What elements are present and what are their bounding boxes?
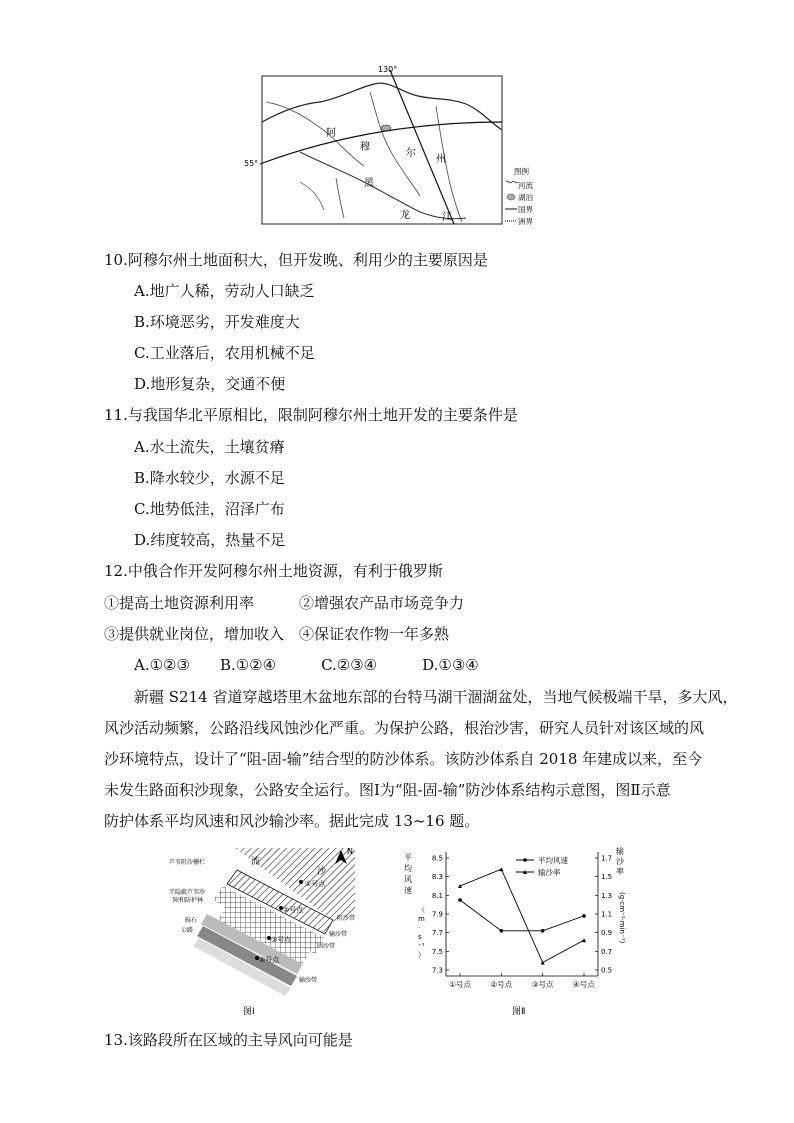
question-11-option-a: A.水土流失，土壤贫瘠: [134, 438, 285, 456]
question-10-option-c: C.工业落后，农用机械不足: [134, 344, 315, 362]
y-left-tick-label: 8.5: [431, 854, 443, 863]
y-left-tick-label: 8.3: [431, 873, 443, 882]
y-left-label-char: 均: [404, 864, 412, 873]
passage-line: 防护体系平均风速和风沙输沙率。据此完成 13~16 题。: [104, 812, 480, 830]
question-12-statements-2: ③提供就业岗位，增加收入 ④保证农作物一年多熟: [104, 625, 450, 643]
passage: [104, 682, 738, 837]
y-right-label-char: 输: [616, 847, 624, 856]
label-transport-belt-2: 输沙带: [299, 977, 318, 984]
series-point-wind: [458, 898, 462, 902]
label-point-1: ①号点: [305, 880, 326, 888]
region-char: 尔: [406, 148, 416, 159]
question-10-option-b: B.环境恶劣，开发难度大: [134, 313, 300, 331]
series-point-wind: [500, 929, 504, 933]
legend-item: 河流: [518, 181, 533, 190]
y-right-tick-label: 1.3: [601, 891, 613, 900]
x-tick-label: ③号点: [531, 980, 554, 989]
y-right-tick-label: 1.7: [601, 854, 613, 863]
label-point-3: ③号点: [271, 936, 292, 944]
series-point-sand: [541, 961, 545, 965]
legend-lake-icon: [507, 194, 515, 200]
series-line-2: [460, 869, 584, 962]
x-tick-label: ②号点: [490, 980, 513, 989]
y-right-tick-label: 1.1: [601, 910, 613, 919]
x-tick-label: ①号点: [449, 980, 471, 989]
label-reed-fence: 芦苇阻沙栅栏: [169, 859, 206, 866]
y-right-tick-label: 0.9: [601, 929, 613, 938]
legend-item: 湖泊: [518, 193, 533, 202]
y-left-label-char: 速: [404, 886, 412, 895]
question-11-option-b: B.降水较少，水源不足: [134, 469, 285, 487]
x-tick-label: ④号点: [573, 980, 595, 989]
y-left-unit-char: ·: [418, 924, 421, 932]
label-point-2: ②号点: [283, 906, 304, 914]
y-left-tick-label: 7.9: [431, 910, 443, 919]
passage-line: 风沙活动频繁，公路沿线风蚀沙化严重。为保护公路，根治沙害，研究人员针对该区域的风: [104, 719, 705, 737]
map-frame: [262, 76, 502, 224]
label-fix-belt: 固沙带: [317, 943, 336, 950]
question-11-stem: 11.与我国华北平原相比，限制阿穆尔州土地开发的主要条件是: [104, 406, 518, 424]
series-point-sand: [499, 867, 503, 871]
lon-label: 130°: [378, 65, 398, 74]
y-left-unit-char: s: [418, 933, 422, 941]
legend-sand: 输沙率: [538, 868, 561, 877]
y-left-tick-label: 8.1: [431, 891, 443, 900]
y-right-label-char: 沙: [616, 857, 624, 866]
series-point-sand: [582, 938, 586, 942]
amur-map: [240, 62, 560, 234]
point-1-marker: [299, 880, 303, 884]
passage-line: 新疆 S214 省道穿越塔里木盆地东部的台特马湖干涸湖盆处，当地气候极端干旱，多大风，: [134, 688, 738, 706]
y-right-label-char: 率: [616, 867, 624, 876]
y-left-tick-label: 7.5: [431, 947, 443, 956]
river-char: 龙: [400, 210, 410, 221]
river-char: 黑: [364, 178, 374, 189]
figure-2-chart: [398, 842, 638, 1018]
y-left-tick-label: 7.3: [431, 966, 443, 975]
label-block-belt: 阻沙带: [337, 915, 356, 922]
y-left-unit-char: ⁻¹: [418, 942, 425, 950]
legend-title: 图例: [514, 167, 529, 176]
label-gravel: 砾石: [185, 917, 198, 924]
series-point-wind: [541, 929, 545, 933]
top-label: 沙: [317, 867, 327, 877]
y-left-unit-char: m: [418, 915, 425, 923]
y-left-unit-char: （: [418, 906, 425, 914]
river: [336, 178, 344, 218]
figure-1-caption: 图Ⅰ: [243, 1007, 255, 1017]
legend-marker-wind: [523, 858, 527, 862]
label-point-4: ④号点: [259, 956, 280, 964]
legend-item: 国界: [518, 205, 533, 214]
question-10-option-d: D.地形复杂，交通不便: [134, 375, 286, 393]
question-11-option-c: C.地势低洼，沼泽广布: [134, 500, 285, 518]
region-char: 阿: [326, 128, 336, 139]
y-right-unit: (g·cm⁻¹·min⁻¹): [618, 892, 626, 944]
passage-line: 未发生路面积沙现象，公路安全运行。图Ⅰ为“阻-固-输”防沙体系结构示意图，图Ⅱ示意: [104, 781, 671, 799]
river: [300, 182, 324, 210]
y-left-label-char: 风: [404, 875, 412, 884]
label-semi-buried: 半隐蔽芦苇沙: [169, 889, 206, 896]
question-12-stem: 12.中俄合作开发阿穆尔州土地资源，有利于俄罗斯: [104, 562, 443, 580]
y-left-unit: [418, 906, 425, 959]
region-char: 穆: [360, 142, 370, 153]
top-label: 流: [251, 857, 261, 867]
question-12-statements-1: ①提高土地资源利用率 ②增强农产品市场竞争力: [104, 594, 465, 612]
y-left-tick-label: 7.7: [431, 929, 443, 938]
y-right-label: [616, 846, 625, 876]
legend-item: 洲界: [518, 217, 533, 226]
y-right-tick-label: 1.5: [601, 873, 613, 882]
figure-1-schematic: [165, 842, 365, 1018]
lat-label: 55°: [244, 159, 259, 168]
region-char: 州: [436, 154, 446, 165]
y-left-label-char: 平: [404, 853, 412, 862]
question-10-stem: 10.阿穆尔州土地面积大，但开发晚、利用少的主要原因是: [104, 251, 488, 269]
legend-wind: 平均风速: [538, 856, 568, 865]
label-windbreak: 障和防护林: [173, 897, 204, 904]
question-10-option-a: A.地广人稀，劳动人口缺乏: [134, 282, 315, 300]
y-right-tick-label: 0.5: [601, 966, 613, 975]
y-left-label: [404, 853, 412, 895]
series-point-sand: [458, 884, 462, 888]
label-transport-belt-1: 输沙带: [329, 931, 348, 938]
y-left-unit-char: ）: [418, 951, 425, 959]
river: [370, 92, 420, 196]
legend-river-icon: [506, 181, 518, 183]
figure-2-caption: 图Ⅱ: [512, 1007, 526, 1017]
question-12-options: A.①②③ B.①②④ C.②③④ D.①③④: [134, 656, 479, 674]
question-11-option-d: D.纬度较高，热量不足: [134, 531, 286, 549]
y-right-tick-label: 0.7: [601, 947, 613, 956]
label-road: 公路: [181, 927, 194, 934]
question-13-stem: 13.该路段所在区域的主导风向可能是: [104, 1031, 353, 1049]
series-point-wind: [582, 914, 586, 918]
north-label: N: [347, 847, 353, 856]
river-char: 江: [442, 212, 452, 223]
passage-line: 沙环境特点，设计了“阻-固-输”结合型的防沙体系。该防沙体系自 2018 年建成以来，至今: [104, 750, 703, 768]
